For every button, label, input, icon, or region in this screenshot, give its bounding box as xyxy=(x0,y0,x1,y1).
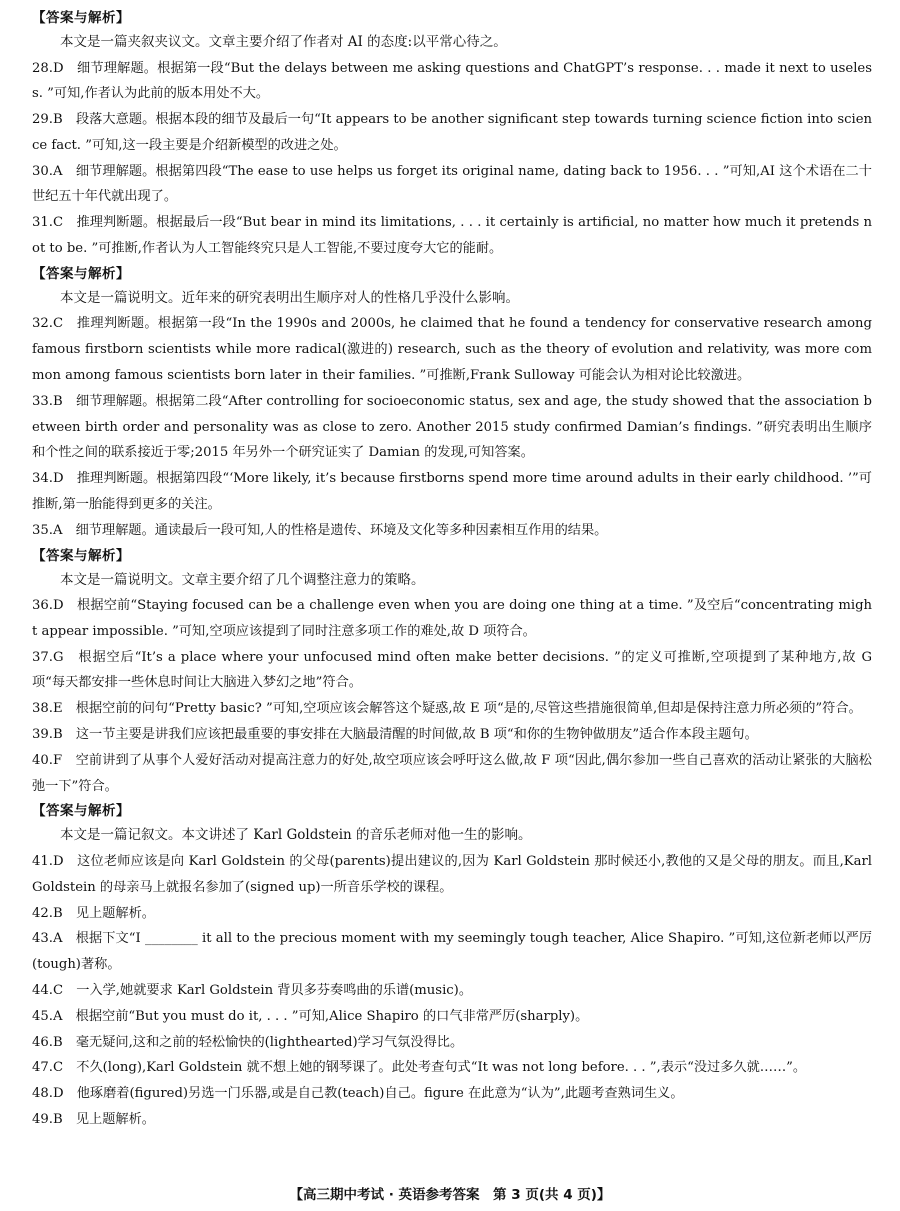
block-focus xyxy=(32,544,872,800)
answer-item-28: 28.D 细节理解题。根据第一段“But the delays between me asking questions and ChatGPT’s response. . . made it next to useless. ”可知,作者认为此前的版本用处不大。 xyxy=(32,60,872,102)
section-heading: 【答案与解析】 xyxy=(32,265,130,282)
answer-item-35: 35.A 细节理解题。通读最后一段可知,人的性格是遗传、环境及文化等多种因素相互作用的结果。 xyxy=(32,522,608,538)
answer-item-48: 48.D 他琢磨着(figured)另选一门乐器,或是自己教(teach)自己。figure 在此意为“认为”,此题考查熟词生义。 xyxy=(32,1086,684,1102)
answer-item-43: 43.A 根据下文“I ________ it all to the precious moment with my seemingly tough teacher, Alice Shapiro. ”可知,这位新老师以严厉(tough)著称。 xyxy=(32,931,872,973)
answer-item-34: 34.D 推理判断题。根据第四段“‘More likely, it’s because firstborns spend more time around adults in their early childhood. ’”可推断,第一胎能得到更多的关注。 xyxy=(32,471,872,512)
passage-intro: 本文是一篇说明文。文章主要介绍了几个调整注意力的策略。 xyxy=(60,571,425,588)
answer-item-44: 44.C 一入学,她就要求 Karl Goldstein 背贝多芬奏鸣曲的乐谱(music)。 xyxy=(32,982,473,998)
passage-intro: 本文是一篇记叙文。本文讲述了 Karl Goldstein 的音乐老师对他一生的影响。 xyxy=(60,827,532,844)
answer-item-33: 33.B 细节理解题。根据第二段“After controlling for socioeconomic status, sex and age, the study showed that the association between birth order and personality was as close to zero. Another 2015 study confirmed Damian’s findings. ”研究表明出生顺序和个性之间的联系接近于零;2015 年另外一个研究证实了 Damian 的发现,可知答案。 xyxy=(32,393,872,461)
passage-intro: 本文是一篇说明文。近年来的研究表明出生顺序对人的性格几乎没什么影响。 xyxy=(60,289,519,306)
answer-item-46: 46.B 毫无疑问,这和之前的轻松愉快的(lighthearted)学习气氛没得比。 xyxy=(32,1034,464,1050)
answer-item-31: 31.C 推理判断题。根据最后一段“But bear in mind its limitations, . . . it certainly is artificial, no matter how much it pretends not to be. ”可推断,作者认为人工智能终究只是人工智能,不要过度夸大它的能耐。 xyxy=(32,215,872,257)
block-ai xyxy=(32,6,872,262)
section-heading: 【答案与解析】 xyxy=(32,803,130,820)
answer-item-49: 49.B 见上题解析。 xyxy=(32,1111,155,1127)
answer-page xyxy=(32,6,872,1133)
answer-item-30: 30.A 细节理解题。根据第四段“The ease to use helps us forget its original name, dating back to 1956. . . ”可知,AI 这个术语在二十世纪五十年代就出现了。 xyxy=(32,163,872,205)
answer-item-39: 39.B 这一节主要是讲我们应该把最重要的事安排在大脑最清醒的时间做,故 B 项“和你的生物钟做朋友”适合作本段主题句。 xyxy=(32,727,758,743)
answer-item-36: 36.D 根据空前“Staying focused can be a challenge even when you are doing one thing at a time. ”及空后“concentrating might appear impossible. ”可知,空项应该提到了同时注意多项工作的难处,故 D 项符合。 xyxy=(32,598,872,639)
passage-intro: 本文是一篇夹叙夹议文。文章主要介绍了作者对 AI 的态度:以平常心待之。 xyxy=(60,34,507,50)
section-heading: 【答案与解析】 xyxy=(32,547,130,564)
answer-item-42: 42.B 见上题解析。 xyxy=(32,905,155,921)
block-birth-order xyxy=(32,262,872,544)
answer-item-41: 41.D 这位老师应该是向 Karl Goldstein 的父母(parents)提出建议的,因为 Karl Goldstein 那时候还小,教他的又是父母的朋友。而且,Karl Goldstein 的母亲马上就报名参加了(signed up)一所音乐学校的课程。 xyxy=(32,853,873,895)
page-footer: 【高三期中考试 · 英语参考答案 第 3 页(共 4 页)】 xyxy=(289,1187,611,1203)
answer-item-29: 29.B 段落大意题。根据本段的细节及最后一句“It appears to be another significant step towards turning science fiction into science fact. ”可知,这一段主要是介绍新模型的改进之处。 xyxy=(32,112,872,153)
answer-item-45: 45.A 根据空前“But you must do it, . . . ”可知,Alice Shapiro 的口气非常严厉(sharply)。 xyxy=(32,1008,589,1024)
answer-item-40: 40.F 空前讲到了从事个人爱好活动对提高注意力的好处,故空项应该会呼吁这么做,故 F 项“因此,偶尔参加一些自己喜欢的活动让紧张的大脑松弛一下”符合。 xyxy=(32,752,872,794)
block-music-teacher xyxy=(32,799,872,1132)
section-heading: 【答案与解析】 xyxy=(32,10,130,26)
answer-item-37: 37.G 根据空后“It’s a place where your unfocused mind often make better decisions. ”的定义可推断,空项提到了某种地方,故 G 项“每天都安排一些休息时间让大脑进入梦幻之地”符合。 xyxy=(32,649,872,691)
answer-item-32: 32.C 推理判断题。根据第一段“In the 1990s and 2000s, he claimed that he found a tendency for conservative research among famous firstborn scientists while more radical(激进的) research, such as the theory of evolution and relativity, was more common among famous scientists born later in their families. ”可推断,Frank Sulloway 可能会认为相对论比较激进。 xyxy=(32,316,872,383)
answer-item-47: 47.C 不久(long),Karl Goldstein 就不想上她的钢琴课了。此处考查句式“It was not long before. . . ”,表示“没过多久就……”。 xyxy=(32,1060,807,1076)
answer-item-38: 38.E 根据空前的问句“Pretty basic? ”可知,空项应该会解答这个疑惑,故 E 项“是的,尽管这些措施很简单,但却是保持注意力所必须的”符合。 xyxy=(32,701,862,717)
